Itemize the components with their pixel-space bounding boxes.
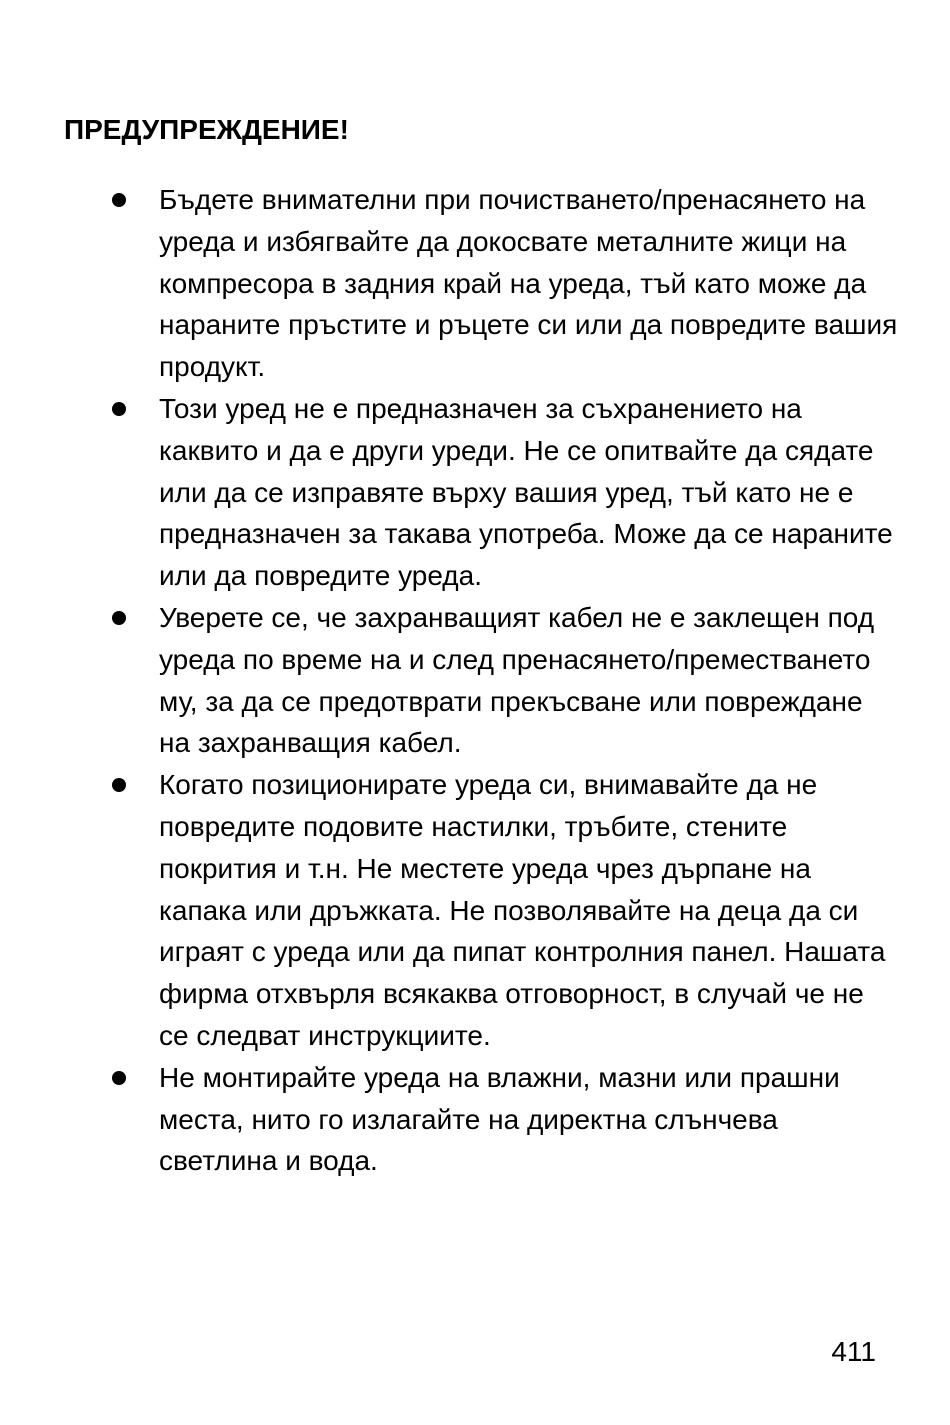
warning-heading: ПРЕДУПРЕЖДЕНИЕ!: [64, 114, 349, 145]
warning-item-4: [0, 764, 950, 1057]
warning-item-text: Бъдете внимателни при почистването/пренасянето на уреда и избягвайте да докосвате металните жици на компресора в задния край на уреда, тъй като може да нараните пръстите и ръцете си или да повредите вашия продукт.: [159, 184, 898, 383]
bullet-icon: [112, 1071, 126, 1085]
warning-item-3: [0, 597, 950, 764]
warning-item-1: [0, 179, 950, 388]
warning-item-text: Уверете се, че захранващият кабел не е заклещен под уреда по време на и след пренасянето/преместването му, за да се предотврати прекъсване или повреждане на захранващия кабел.: [159, 601, 875, 759]
warning-list: [0, 179, 950, 1182]
warning-item-5: [0, 1057, 950, 1182]
warning-item-2: [0, 388, 950, 597]
bullet-icon: [112, 402, 126, 416]
page-number: 411: [831, 1336, 876, 1367]
bullet-icon: [112, 193, 126, 207]
bullet-icon: [112, 611, 126, 625]
warning-item-text: Когато позиционирате уреда си, внимавайте да не повредите подовите настилки, тръбите, стените покрития и т.н. Не местете уреда чрез дърпане на капака или дръжката. Не позволявайте на деца да си играят с уреда или да пипат контролния панел. Нашата фирма отхвърля всякаква отговорност, в случай че не се следват инструкциите.: [159, 769, 886, 1051]
warning-item-text: Не монтирайте уреда на влажни, мазни или прашни места, нито го излагайте на директна слънчева светлина и вода.: [159, 1061, 840, 1177]
bullet-icon: [112, 778, 126, 792]
warning-item-text: Този уред не е предназначен за съхранението на каквито и да е други уреди. Не се опитвайте да сядате или да се изправяте върху вашия уред, тъй като не е предназначен за такава употреба. Може да се нараните или да повредите уреда.: [159, 392, 893, 592]
